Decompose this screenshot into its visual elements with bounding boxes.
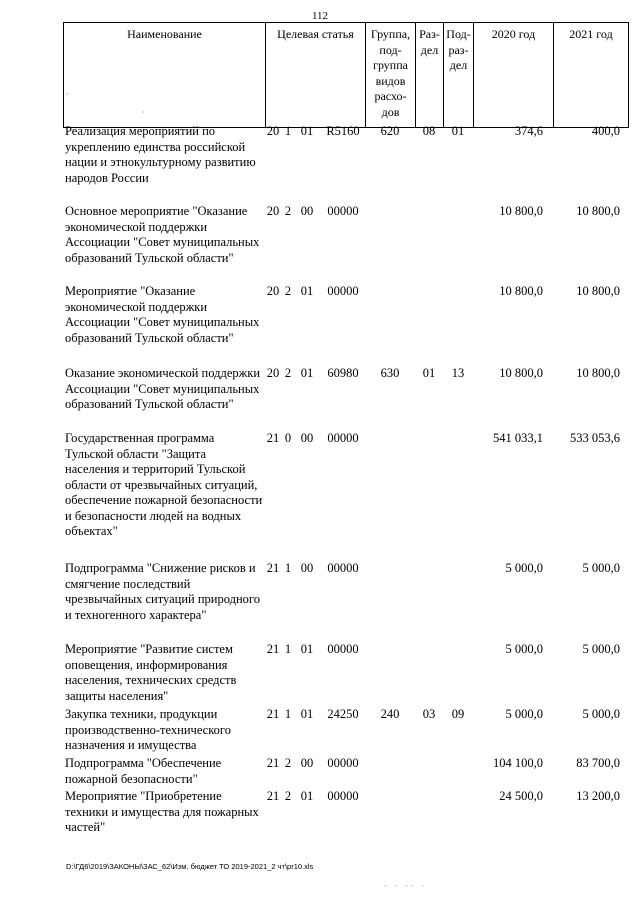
row-name: Мероприятие "Развитие систем оповещения, информирования населения, технических средств защиты населения" xyxy=(65,642,237,703)
amount-2021: 533 053,6 xyxy=(570,431,620,445)
target-part-2: 2 xyxy=(284,284,292,298)
target-part-1: 21 xyxy=(266,642,280,656)
amount-2020: 10 800,0 xyxy=(499,204,543,218)
target-part-2: 2 xyxy=(284,204,292,218)
target-part-4: R5160 xyxy=(326,124,360,138)
target-part-3: 00 xyxy=(300,204,314,218)
amount-2020: 10 800,0 xyxy=(499,366,543,380)
target-part-3: 01 xyxy=(300,284,314,298)
header-2021: 2021 год xyxy=(553,23,629,127)
scan-speck: · · ·· · xyxy=(384,882,428,891)
amount-2021: 5 000,0 xyxy=(582,561,620,575)
target-part-3: 00 xyxy=(300,756,314,770)
amount-2020: 5 000,0 xyxy=(505,707,543,721)
group-code: 630 xyxy=(380,366,400,380)
footer-file-path: D:\ГД6\2019\ЗАКОНЫ\ЗАС_62\Изм. бюджет ТО 2019-2021_2 чт\pr10.xls xyxy=(66,862,314,871)
row-name: Закупка техники, продукции производственно-технического назначения и имущества xyxy=(65,707,231,752)
header-section: Раз- дел xyxy=(415,23,443,127)
amount-2021: 10 800,0 xyxy=(576,366,620,380)
target-part-3: 01 xyxy=(300,707,314,721)
target-part-4: 00000 xyxy=(327,204,359,218)
amount-2021: 5 000,0 xyxy=(582,642,620,656)
target-part-2: 2 xyxy=(284,756,292,770)
target-part-4: 00000 xyxy=(327,642,359,656)
group-code: 620 xyxy=(380,124,400,138)
target-part-4: 00000 xyxy=(327,561,359,575)
target-part-1: 20 xyxy=(266,366,280,380)
target-part-1: 20 xyxy=(266,204,280,218)
target-part-2: 1 xyxy=(284,707,292,721)
target-part-4: 60980 xyxy=(327,366,359,380)
section-code: 08 xyxy=(422,124,436,138)
header-target: Целевая статья xyxy=(265,23,365,127)
target-part-2: 2 xyxy=(284,789,292,803)
amount-2020: 374,6 xyxy=(514,124,543,138)
target-part-3: 01 xyxy=(300,789,314,803)
target-part-1: 21 xyxy=(266,756,280,770)
subsection-code: 13 xyxy=(451,366,465,380)
target-part-2: 1 xyxy=(284,642,292,656)
target-part-2: 1 xyxy=(284,561,292,575)
amount-2021: 13 200,0 xyxy=(576,789,620,803)
target-part-3: 01 xyxy=(300,366,314,380)
row-name: Подпрограмма "Снижение рисков и смягчение последствий чрезвычайных ситуаций природного и техногенного характера" xyxy=(65,561,260,622)
amount-2021: 5 000,0 xyxy=(582,707,620,721)
section-code: 01 xyxy=(422,366,436,380)
subsection-code: 01 xyxy=(451,124,465,138)
target-part-2: 2 xyxy=(284,366,292,380)
header-group: Группа, под- группа видов расхо- дов xyxy=(365,23,415,127)
amount-2021: 83 700,0 xyxy=(576,756,620,770)
target-part-1: 21 xyxy=(266,431,280,445)
amount-2020: 10 800,0 xyxy=(499,284,543,298)
amount-2021: 10 800,0 xyxy=(576,284,620,298)
target-part-3: 00 xyxy=(300,561,314,575)
amount-2020: 104 100,0 xyxy=(493,756,543,770)
row-name: Государственная программа Тульской области "Защита населения и территорий Тульской области от чрезвычайных ситуаций, обеспечение пожарной безопасности и безопасности людей на водных объектах" xyxy=(65,431,263,538)
target-part-1: 21 xyxy=(266,707,280,721)
scan-speck: · xyxy=(66,90,69,99)
amount-2020: 5 000,0 xyxy=(505,561,543,575)
row-name: Подпрограмма "Обеспечение пожарной безопасности" xyxy=(65,756,222,786)
target-part-4: 00000 xyxy=(327,789,359,803)
target-part-3: 00 xyxy=(300,431,314,445)
header-subsection: Под- раз- дел xyxy=(443,23,473,127)
target-part-1: 20 xyxy=(266,284,280,298)
target-part-2: 1 xyxy=(284,124,292,138)
row-name: Реализация мероприятий по укреплению единства российской нации и этнокультурному развитию народов России xyxy=(65,124,256,185)
scan-speck: · xyxy=(142,108,145,117)
amount-2020: 24 500,0 xyxy=(499,789,543,803)
target-part-2: 0 xyxy=(284,431,292,445)
amount-2020: 5 000,0 xyxy=(505,642,543,656)
header-name: Наименование xyxy=(63,23,265,127)
target-part-3: 01 xyxy=(300,642,314,656)
row-name: Мероприятие "Приобретение техники и имущества для пожарных частей" xyxy=(65,789,259,834)
group-code: 240 xyxy=(380,707,400,721)
subsection-code: 09 xyxy=(451,707,465,721)
amount-2021: 10 800,0 xyxy=(576,204,620,218)
target-part-4: 00000 xyxy=(327,756,359,770)
row-name: Мероприятие "Оказание экономической поддержки Ассоциации "Совет муниципальных образований Тульской области" xyxy=(65,284,260,345)
page-number: 112 xyxy=(311,10,329,22)
table-header xyxy=(63,22,629,128)
row-name: Оказание экономической поддержки Ассоциации "Совет муниципальных образований Тульской области" xyxy=(65,366,261,411)
amount-2020: 541 033,1 xyxy=(493,431,543,445)
row-name: Основное мероприятие "Оказание экономической поддержки Ассоциации "Совет муниципальных образований Тульской области" xyxy=(65,204,260,265)
target-part-1: 21 xyxy=(266,561,280,575)
target-part-1: 21 xyxy=(266,789,280,803)
target-part-3: 01 xyxy=(300,124,314,138)
target-part-4: 00000 xyxy=(327,284,359,298)
amount-2021: 400,0 xyxy=(591,124,620,138)
target-part-4: 00000 xyxy=(327,431,359,445)
header-2020: 2020 год xyxy=(473,23,553,127)
target-part-4: 24250 xyxy=(327,707,359,721)
section-code: 03 xyxy=(422,707,436,721)
target-part-1: 20 xyxy=(266,124,280,138)
